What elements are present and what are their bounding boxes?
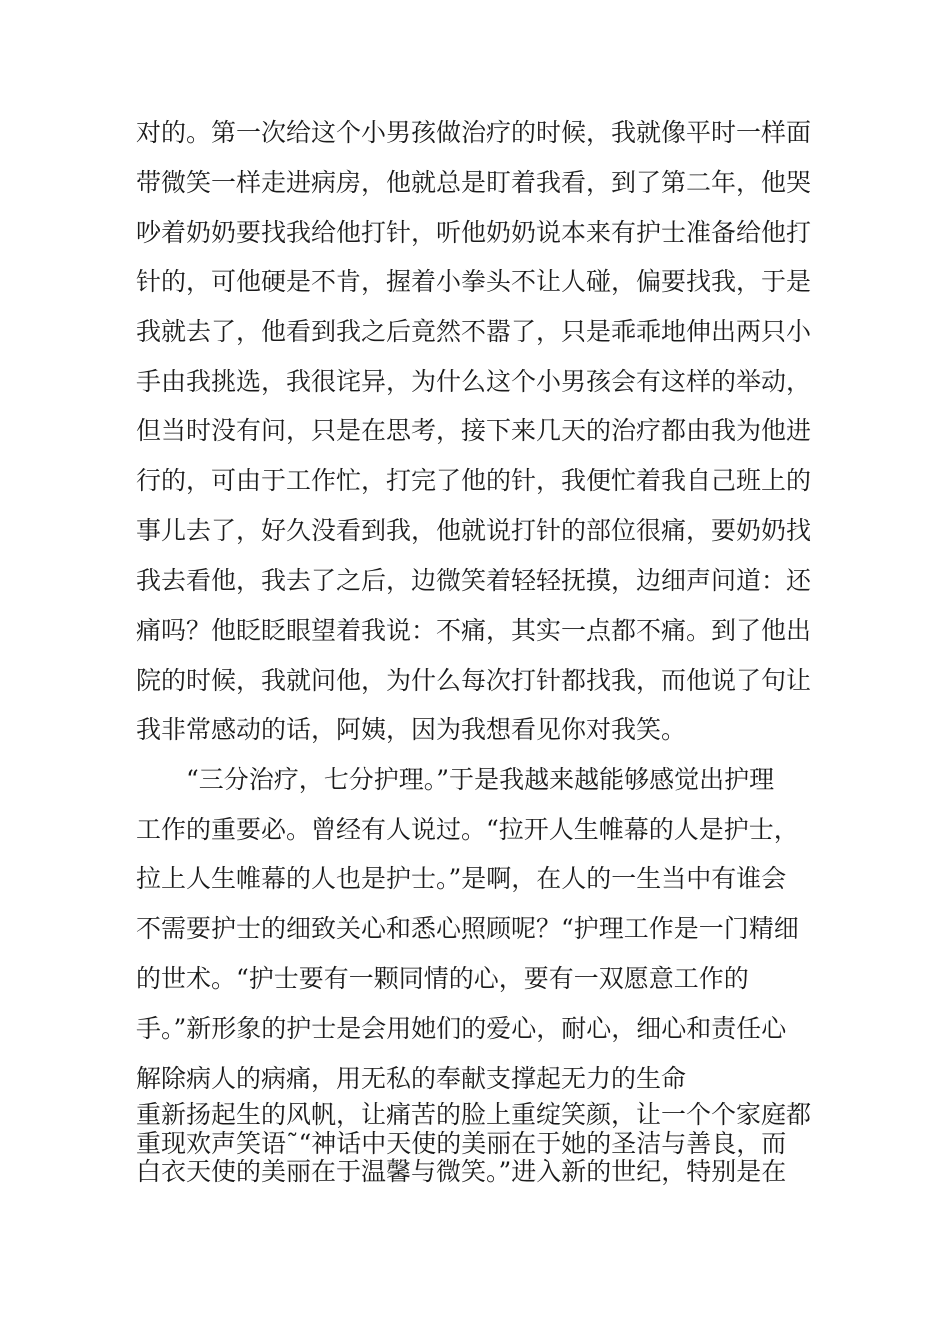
text-line: 白衣天使的美丽在于温馨与微笑。”进入新的世纪，特别是在	[136, 1157, 787, 1186]
text-line: 针的，可他硬是不肯，握着小拳头不让人碰，偏要找我，于是	[136, 267, 812, 296]
text-line: 不需要护士的细致关心和悉心照顾呢？“护理工作是一门精细	[136, 914, 799, 943]
text-line: 但当时没有问，只是在思考，接下来几天的治疗都由我为他进	[136, 416, 812, 445]
text-line: 行的，可由于工作忙，打完了他的针，我便忙着我自己班上的	[136, 466, 812, 495]
text-line: 工作的重要必。曾经有人说过。“拉开人生帷幕的人是护士，	[136, 815, 799, 844]
text-line: 带微笑一样走进病房，他就总是盯着我看，到了第二年，他哭	[136, 168, 812, 197]
text-line: 院的时候，我就问他，为什么每次打针都找我，而他说了句让	[136, 666, 812, 695]
text-line: 解除病人的病痛，用无私的奉献支撑起无力的生命	[136, 1064, 687, 1093]
text-line: 我非常感动的话，阿姨，因为我想看见你对我笑。	[136, 715, 687, 744]
text-line: 重新扬起生的风帆，让痛苦的脸上重绽笑颜，让一个个家庭都	[136, 1100, 812, 1129]
text-line: 对的。第一次给这个小男孩做治疗的时候，我就像平时一样面	[136, 118, 812, 147]
text-line: 我去看他，我去了之后，边微笑着轻轻抚摸，边细声问道：还	[136, 566, 812, 595]
text-line: 我就去了，他看到我之后竟然不嚣了，只是乖乖地伸出两只小	[136, 317, 812, 346]
text-line: 吵着奶奶要找我给他打针，听他奶奶说本来有护士准备给他打	[136, 218, 812, 247]
text-line: 重现欢声笑语˜“神话中天使的美丽在于她的圣洁与善良，而	[136, 1129, 787, 1158]
text-line: 手由我挑选，我很诧异，为什么这个小男孩会有这样的举动，	[136, 367, 812, 396]
paragraph-first-line: “三分治疗，七分护理。”于是我越来越能够感觉出护理	[186, 765, 775, 794]
text-line: 痛吗？他眨眨眼望着我说：不痛，其实一点都不痛。到了他出	[136, 616, 812, 645]
text-line: 拉上人生帷幕的人也是护士。”是啊，在人的一生当中有谁会	[136, 864, 787, 893]
text-line: 的世术。“护士要有一颗同情的心，要有一双愿意工作的	[136, 964, 749, 993]
text-line: 手。”新形象的护士是会用她们的爱心，耐心，细心和责任心	[136, 1014, 787, 1043]
text-line: 事儿去了，好久没看到我，他就说打针的部位很痛，要奶奶找	[136, 516, 812, 545]
